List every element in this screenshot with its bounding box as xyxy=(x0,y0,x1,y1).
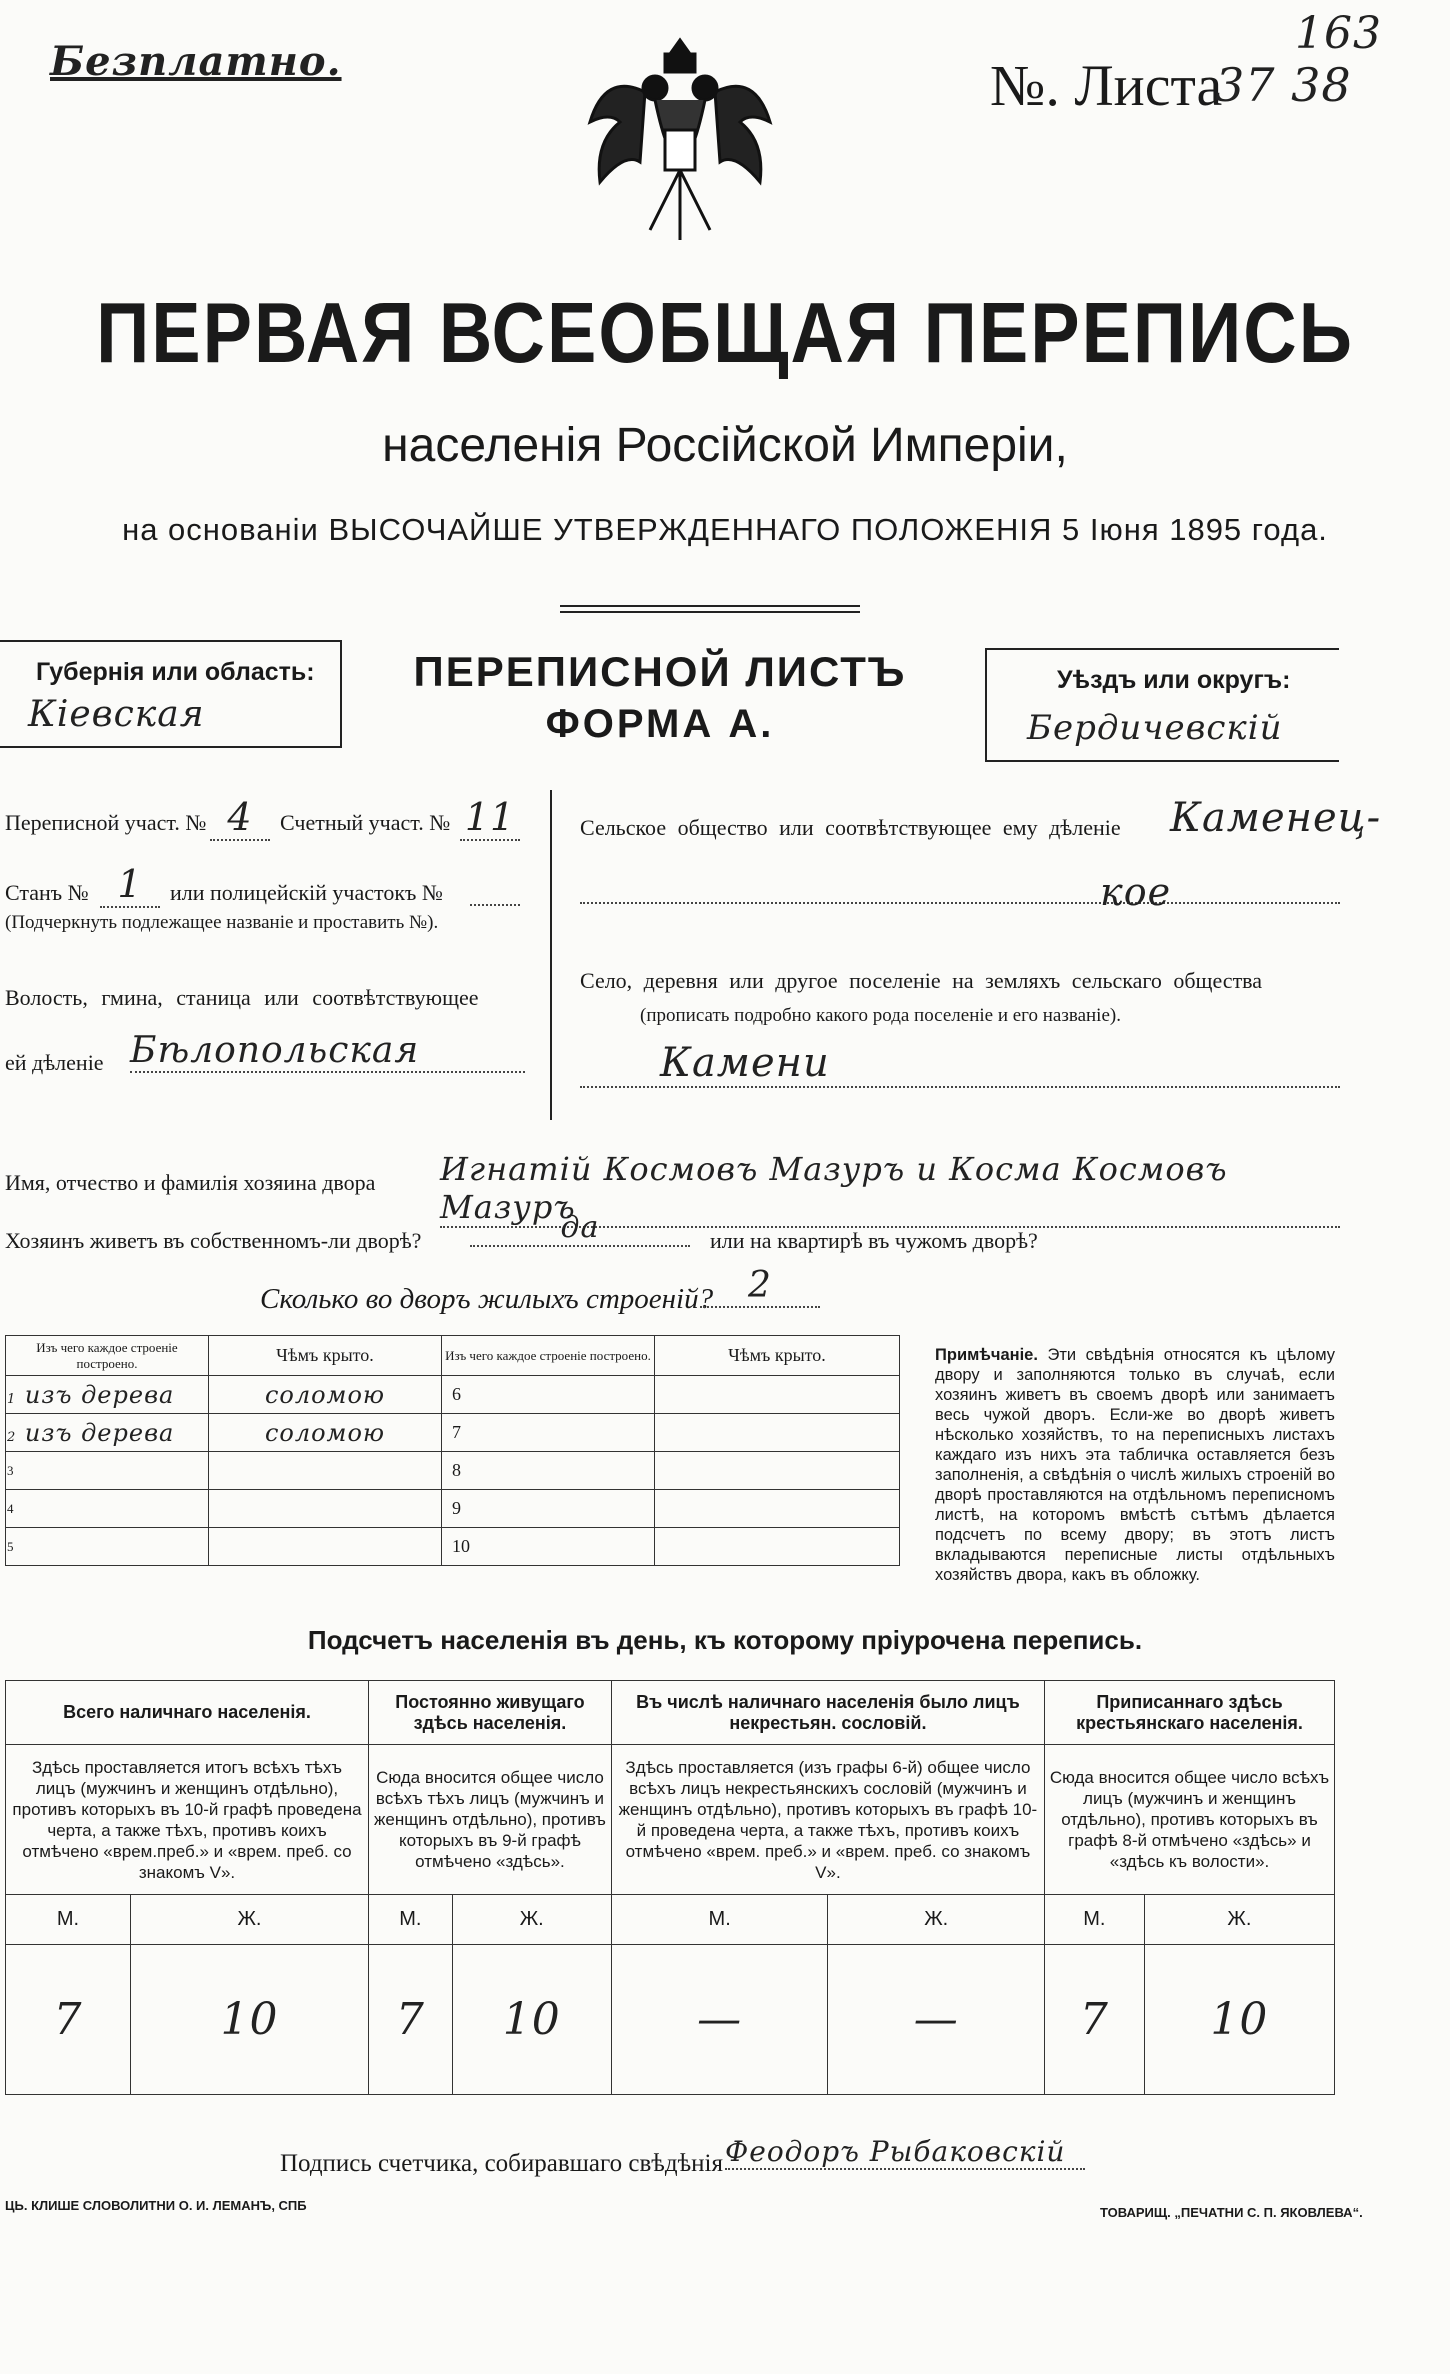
pop-col-2-title: Постоянно живущаго здѣсь населенія. xyxy=(369,1681,612,1745)
pop-col-3-title: Въ числѣ наличнаго населенія было лицъ некрестьян. сословій. xyxy=(611,1681,1044,1745)
center-divider xyxy=(550,790,552,1120)
stan-value: 1 xyxy=(100,862,160,908)
free-label: Безплатно. xyxy=(50,38,342,85)
female-header: Ж. xyxy=(828,1895,1045,1945)
page-number: 163 xyxy=(1295,8,1382,59)
rent-label: или на квартирѣ въ чужомъ дворѣ? xyxy=(710,1228,1038,1253)
stan-note: (Подчеркнуть подлежащее названіе и проставить №). xyxy=(5,912,439,933)
census-area-value: 4 xyxy=(210,795,270,841)
pop-col-3-desc: Здѣсь проставляется (изъ графы 6-й) общее число всѣхъ лицъ некрестьянскихъ сословій (мужчинъ и женщинъ отдѣльно), противъ которыхъ въ графѣ 10-й проведена черта, а также тѣхъ, противъ коихъ отмѣчено «врем. преб.» и «врем. преб. со знакомъ V». xyxy=(611,1745,1044,1895)
pop-4-male: 7 xyxy=(1045,1945,1145,2095)
society-label: Сельское общество или соотвѣтствующее ему дѣленіе xyxy=(580,815,1121,840)
population-heading: Подсчетъ населенія въ день, къ которому пріурочена перепись. xyxy=(307,1625,1143,1655)
pop-2-male: 7 xyxy=(369,1945,453,2095)
male-header: М. xyxy=(369,1895,453,1945)
own-yard-label: Хозяинъ живетъ въ собственномъ-ли дворѣ? xyxy=(5,1228,422,1253)
pop-3-female: — xyxy=(828,1945,1045,2095)
printer-right: ТОВАРИЩ. „ПЕЧАТНИ С. П. ЯКОВЛЕВА“. xyxy=(1100,2205,1363,2220)
society-value-1: Каменец- xyxy=(1170,795,1382,841)
col-material-left: Изъ чего каждое строеніе построено. xyxy=(6,1336,209,1376)
village-label: Село, деревня или другое поселеніе на земляхъ сельскаго общества xyxy=(580,968,1263,993)
form-label: ФОРМА А. xyxy=(545,702,775,746)
uezd-label: Уѣздъ или округъ: xyxy=(1057,666,1291,694)
row-num-6: 6 xyxy=(442,1376,655,1414)
roof-1: соломою xyxy=(209,1376,442,1414)
imperial-eagle-emblem xyxy=(585,30,775,260)
pop-2-female: 10 xyxy=(452,1945,611,2095)
page-subtitle: населенія Россійской Имперіи, xyxy=(382,419,1068,472)
male-header: М. xyxy=(6,1895,131,1945)
signature-value: Феодоръ Рыбаковскій xyxy=(725,2135,1085,2170)
female-header: Ж. xyxy=(452,1895,611,1945)
pop-col-1-desc: Здѣсь проставляется итогъ всѣхъ тѣхъ лицъ (мужчинъ и женщинъ отдѣльно), противъ которыхъ въ 10-й графѣ проведена черта, а также тѣхъ, противъ коихъ отмѣчено «врем.преб.» и «врем. преб. со знакомъ V». xyxy=(6,1745,369,1895)
form-title: ПЕРЕПИСНОЙ ЛИСТЪ xyxy=(413,648,907,695)
row-num-7: 7 xyxy=(442,1414,655,1452)
row-num-9: 9 xyxy=(442,1490,655,1528)
pop-3-male: — xyxy=(611,1945,828,2095)
table-row: 3 8 xyxy=(6,1452,900,1490)
buildings-table xyxy=(5,1335,900,1566)
guberniya-value: Кіевская xyxy=(28,694,205,735)
note-block xyxy=(935,1345,1335,1585)
society-line xyxy=(580,900,1340,904)
village-value: Камени xyxy=(580,1040,1340,1088)
printer-left: ЦЬ. КЛИШЕ СЛОВОЛИТНИ О. И. ЛЕМАНЪ, СПБ xyxy=(5,2198,307,2213)
col-material-right: Изъ чего каждое строеніе построено. xyxy=(442,1336,655,1376)
male-header: М. xyxy=(1045,1895,1145,1945)
table-row: 4 9 xyxy=(6,1490,900,1528)
pop-1-female: 10 xyxy=(130,1945,368,2095)
owner-name-value: Игнатій Космовъ Мазуръ и Косма Космовъ Мазуръ xyxy=(440,1150,1340,1228)
female-header: Ж. xyxy=(130,1895,368,1945)
uezd-value: Бердичевскій xyxy=(1027,708,1283,748)
census-area-label: Переписной участ. № xyxy=(5,810,207,835)
pop-col-1-title: Всего наличнаго населенія. xyxy=(6,1681,369,1745)
sheet-label: №. Листа xyxy=(990,53,1223,118)
col-roof-right: Чѣмъ крыто. xyxy=(655,1336,900,1376)
roof-2: соломою xyxy=(209,1414,442,1452)
table-row: 1 изъ дерева соломою 6 xyxy=(6,1376,900,1414)
pop-col-4-desc: Сюда вносится общее число всѣхъ лицъ (мужчинъ и женщинъ отдѣльно), противъ которыхъ въ графѣ 8-й отмѣчено «здѣсь» и «здѣсь къ волости». xyxy=(1045,1745,1335,1895)
volost-label-2: ей дѣленіе xyxy=(5,1050,104,1075)
material-2: изъ дерева xyxy=(24,1418,175,1447)
population-table xyxy=(5,1680,1335,2095)
male-header: М. xyxy=(611,1895,828,1945)
society-value-2: кое xyxy=(1100,870,1172,914)
police-label: или полицейскій участокъ № xyxy=(170,880,443,905)
village-note: (прописать подробно какого рода поселеніе и его названіе). xyxy=(640,1005,1121,1026)
pop-4-female: 10 xyxy=(1144,1945,1334,2095)
table-row: 2 изъ дерева соломою 7 xyxy=(6,1414,900,1452)
volost-label: Волость, гмина, станица или соотвѣтствующее xyxy=(5,985,479,1010)
row-num-10: 10 xyxy=(442,1528,655,1566)
col-roof-left: Чѣмъ крыто. xyxy=(209,1336,442,1376)
buildings-count-value: 2 xyxy=(700,1265,820,1308)
material-1: изъ дерева xyxy=(24,1380,175,1409)
pop-col-4-title: Приписаннаго здѣсь крестьянскаго населенія. xyxy=(1045,1681,1335,1745)
page-title: ПЕРВАЯ ВСЕОБЩАЯ ПЕРЕПИСЬ xyxy=(96,284,1354,381)
row-num-8: 8 xyxy=(442,1452,655,1490)
table-row: 5 10 xyxy=(6,1528,900,1566)
own-yard-value: да xyxy=(470,1210,690,1247)
pop-col-2-desc: Сюда вносится общее число всѣхъ тѣхъ лицъ (мужчинъ и женщинъ отдѣльно), противъ которыхъ въ 9-й графѣ отмѣчено «здѣсь». xyxy=(369,1745,612,1895)
sheet-value: 37 38 xyxy=(1215,58,1352,112)
uezd-box xyxy=(985,648,1339,762)
signature-label: Подпись счетчика, собиравшаго свѣдѣнія xyxy=(280,2150,723,2177)
guberniya-box xyxy=(0,640,342,748)
basis-line: на основаніи ВЫСОЧАЙШЕ УТВЕРЖДЕННАГО ПОЛОЖЕНІЯ 5 Іюня 1895 года. xyxy=(122,512,1328,547)
count-area-value: 11 xyxy=(460,795,520,841)
pop-1-male: 7 xyxy=(6,1945,131,2095)
count-area-label: Счетный участ. № xyxy=(280,810,451,835)
ornament-divider xyxy=(560,605,860,613)
owner-name-label: Имя, отчество и фамилія хозяина двора xyxy=(5,1170,376,1195)
stan-label: Станъ № xyxy=(5,880,89,905)
buildings-count-label: Сколько во дворъ жилыхъ строеній? xyxy=(260,1283,714,1315)
volost-value: Бѣлопольская xyxy=(130,1030,525,1073)
female-header: Ж. xyxy=(1144,1895,1334,1945)
note-text: Эти свѣдѣнія относятся къ цѣлому двору и заполняются только въ случаѣ, если хозяинъ живетъ въ своемъ дворѣ или занимаетъ весь чужой дворъ. Если-же во дворѣ живетъ нѣсколько хозяйствъ, то на переписныхъ листахъ каждаго изъ нихъ эта табличка оставляется безъ заполненія, а свѣдѣнія о числѣ жилыхъ строеній во дворѣ проставляются на отдѣльномъ переписномъ листѣ, на которомъ вмѣстѣ сътѣмъ дѣлается подсчетъ по всему двору; въ этотъ листъ вкладываются переписные листы отдѣльныхъ хозяйствъ двора, какъ въ обложку. xyxy=(935,1346,1335,1584)
guberniya-label: Губернія или область: xyxy=(36,658,315,686)
police-field xyxy=(470,890,520,906)
note-title: Примѣчаніе. xyxy=(935,1346,1038,1364)
